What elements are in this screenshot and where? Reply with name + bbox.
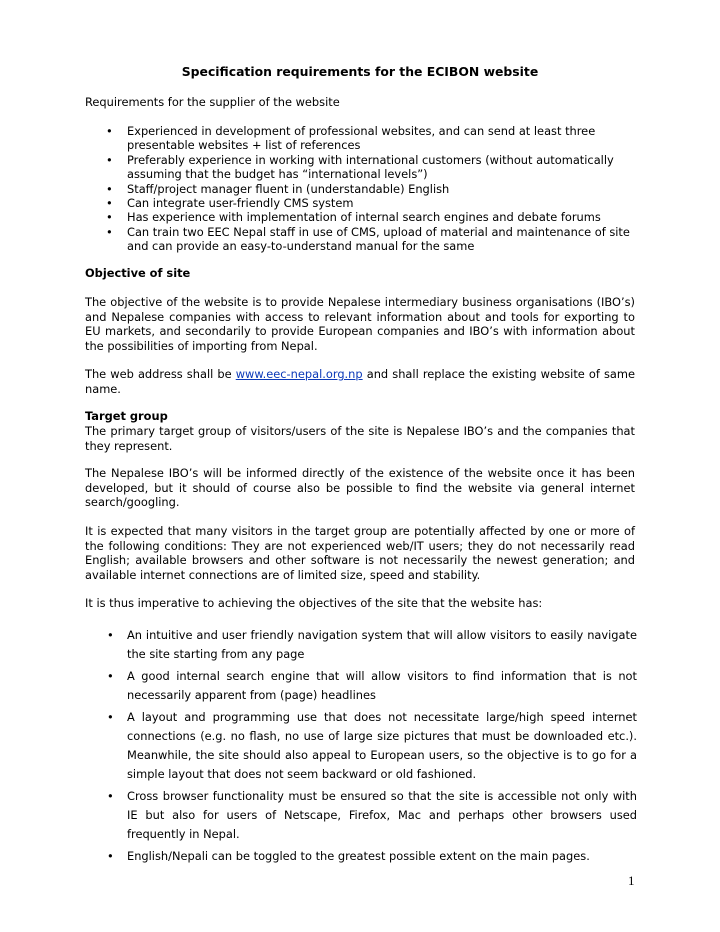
conditions-paragraph: It is expected that many visitors in the target group are potentially affected by one or more of the following conditions: They are not experienced web/IT users; they do not necessarily read English; available browsers and other software is not necessarily the newest generation; and available internet connections are of limited size, speed and stability.: [85, 524, 635, 582]
site-features-list: [85, 626, 637, 869]
list-item: • A good internal search engine that will allow visitors to find information that is not necessarily apparent from (page) headlines: [85, 667, 637, 705]
list-item: • Cross browser functionality must be ensured so that the site is accessible not only with IE but also for users of Netscape, Firefox, Mac and perhaps other browsers used frequently in Nepal.: [85, 787, 637, 844]
list-item: • Can train two EEC Nepal staff in use of CMS, upload of material and maintenance of site and can provide an easy-to-understand manual for the same: [85, 225, 637, 254]
informed-paragraph: The Nepalese IBO’s will be informed directly of the existence of the website once it has been developed, but it should of course also be possible to find the website via general internet search/googling.: [85, 466, 635, 509]
target-group-heading: Target group: [85, 409, 168, 423]
objective-paragraph: The objective of the website is to provide Nepalese intermediary business organisations (IBO’s) and Nepalese companies with access to relevant information about and tools for exporting to EU markets, and secondarily to provide European companies and IBO’s with information about the possibilities of importing from Nepal.: [85, 295, 635, 353]
target-group-paragraph: The primary target group of visitors/users of the site is Nepalese IBO’s and the companies that they represent.: [85, 424, 635, 453]
list-item: • Has experience with implementation of internal search engines and debate forums: [85, 210, 637, 224]
intro-text: Requirements for the supplier of the website: [85, 95, 340, 109]
list-item: • Staff/project manager fluent in (understandable) English: [85, 182, 637, 196]
list-item: • English/Nepali can be toggled to the greatest possible extent on the main pages.: [85, 847, 637, 866]
objective-heading: Objective of site: [85, 266, 191, 280]
web-address-link[interactable]: www.eec-nepal.org.np: [235, 367, 363, 381]
list-item: • A layout and programming use that does not necessitate large/high speed internet connections (e.g. no flash, no use of large size pictures that must be downloaded etc.). Meanwhile, the site should also appeal to European users, so the objective is to go for a simple layout that does not seem backward or old fashioned.: [85, 708, 637, 784]
supplier-requirements-list: [85, 124, 637, 254]
address-before: The web address shall be: [85, 367, 236, 381]
list-item: • Can integrate user-friendly CMS system: [85, 196, 637, 210]
web-address-paragraph: [85, 367, 635, 396]
page-number: 1: [628, 873, 635, 888]
list-item: • An intuitive and user friendly navigation system that will allow visitors to easily navigate the site starting from any page: [85, 626, 637, 664]
list-item: • Experienced in development of professional websites, and can send at least three presentable websites + list of references: [85, 124, 637, 153]
address-after: and shall replace the existing website of same name.: [85, 367, 636, 396]
document-title: Specification requirements for the ECIBON website: [181, 64, 539, 79]
list-item: • Preferably experience in working with international customers (without automatically assuming that the budget has “international levels”): [85, 153, 637, 182]
imperative-paragraph: It is thus imperative to achieving the objectives of the site that the website has:: [85, 596, 543, 610]
